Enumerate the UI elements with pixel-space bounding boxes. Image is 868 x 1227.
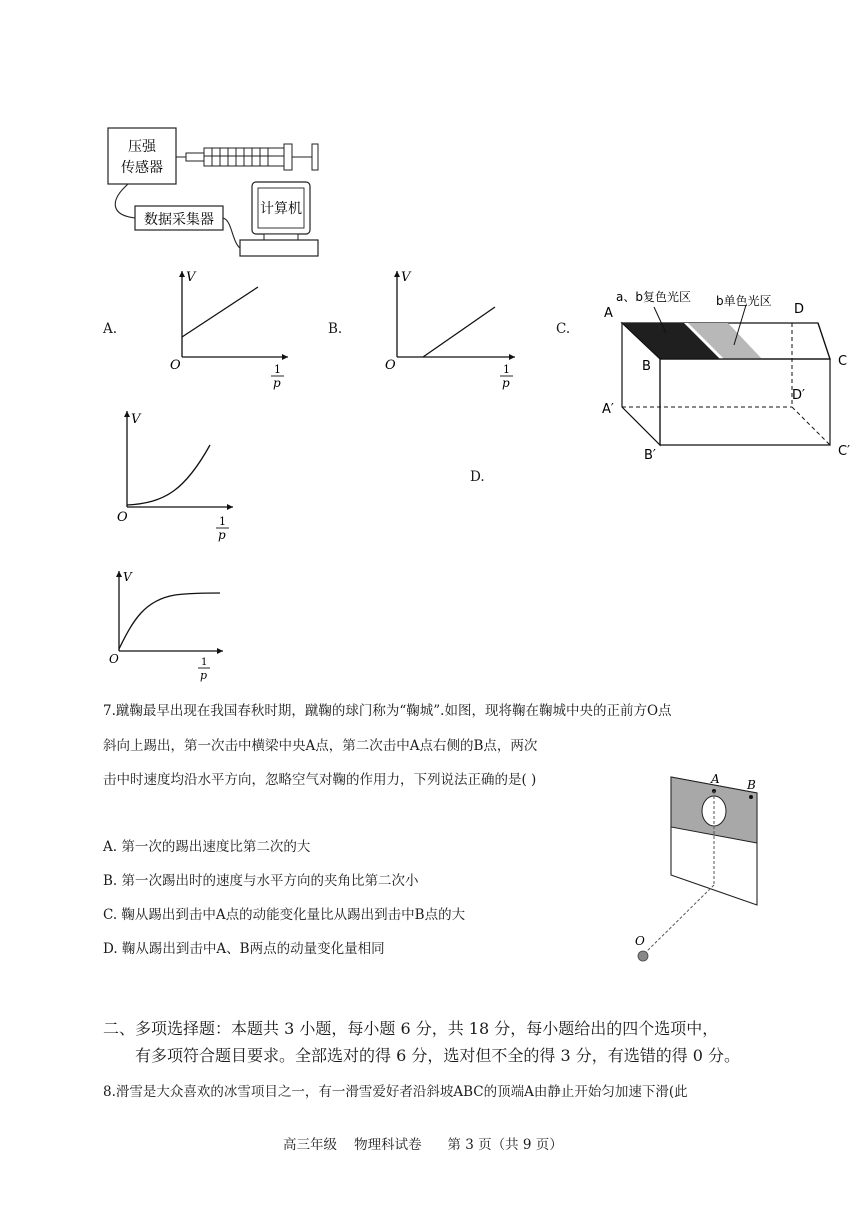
svg-text:p: p bbox=[218, 528, 226, 542]
option-d-label: D. bbox=[470, 469, 485, 485]
svg-text:V: V bbox=[401, 270, 411, 285]
q7-stem-line1: 7.蹴鞠最早出现在我国春秋时期，蹴鞠的球门称为“鞠城”.如图，现将鞠在鞠城中央的正前方O点 bbox=[103, 703, 672, 719]
sensor-label-line1: 压强 bbox=[128, 139, 156, 155]
graph-a bbox=[160, 265, 300, 390]
svg-text:A′: A′ bbox=[602, 402, 614, 417]
page-footer: 高三年级 物理科试卷 第 3 页（共 9 页） bbox=[283, 1137, 563, 1153]
q7-stem-line3: 击中时速度均沿水平方向，忽略空气对鞠的作用力，下列说法正确的是( ) bbox=[103, 772, 537, 788]
ball-icon bbox=[638, 951, 648, 961]
b-region-label: b单色光区 bbox=[716, 294, 772, 308]
svg-text:V: V bbox=[123, 570, 132, 584]
syringe-icon bbox=[176, 144, 318, 170]
svg-text:C′: C′ bbox=[838, 444, 851, 459]
q8-stem-line1: 8.滑雪是大众喜欢的冰雪项目之一，有一滑雪爱好者沿斜坡ABC的顶端A由静止开始匀加速下滑(此 bbox=[103, 1084, 688, 1100]
svg-text:D′: D′ bbox=[792, 388, 805, 403]
q7-stem-line2: 斜向上踢出，第一次击中横梁中央A点，第二次击中A点右侧的B点，两次 bbox=[103, 738, 538, 754]
graph-b bbox=[383, 265, 523, 390]
svg-text:O: O bbox=[170, 358, 181, 373]
q7-option-d: D. 鞠从踢出到击中A、B两点的动量变化量相同 bbox=[103, 941, 385, 957]
svg-text:B: B bbox=[642, 359, 651, 374]
option-b-label: B. bbox=[328, 321, 343, 337]
graph-d bbox=[105, 565, 230, 685]
svg-text:D: D bbox=[794, 302, 805, 317]
svg-text:1: 1 bbox=[503, 363, 510, 376]
option-c-label: C. bbox=[556, 321, 571, 337]
svg-text:p: p bbox=[502, 376, 510, 390]
section2-heading-line2: 有多项符合题目要求。全部选对的得 6 分，选对但不全的得 3 分，有选错的得 0 分。 bbox=[135, 1046, 741, 1065]
svg-text:B: B bbox=[747, 778, 756, 792]
svg-text:A: A bbox=[711, 772, 720, 786]
svg-text:O: O bbox=[385, 358, 396, 373]
svg-text:O: O bbox=[635, 934, 645, 948]
q7-option-c: C. 鞠从踢出到击中A点的动能变化量比从踢出到击中B点的大 bbox=[103, 907, 466, 923]
collector-label: 数据采集器 bbox=[144, 212, 214, 228]
apparatus-diagram bbox=[100, 120, 330, 265]
computer-icon bbox=[240, 182, 318, 256]
q7-option-b: B. 第一次踢出时的速度与水平方向的夹角比第二次小 bbox=[103, 873, 419, 889]
option-a-label: A. bbox=[103, 321, 118, 337]
svg-text:B′: B′ bbox=[644, 448, 656, 463]
ab-region-label: a、b复色光区 bbox=[616, 290, 691, 304]
sensor-label-line2: 传感器 bbox=[121, 160, 163, 176]
svg-text:A: A bbox=[604, 306, 613, 321]
svg-text:O: O bbox=[117, 510, 128, 525]
section2-heading-line1: 二、多项选择题：本题共 3 小题，每小题 6 分，共 18 分，每小题给出的四个选项中， bbox=[103, 1019, 719, 1038]
svg-text:C: C bbox=[838, 354, 848, 369]
goal-figure bbox=[625, 765, 765, 970]
svg-text:V: V bbox=[131, 412, 141, 427]
svg-text:1: 1 bbox=[274, 363, 281, 376]
q7-option-a: A. 第一次的踢出速度比第二次的大 bbox=[103, 839, 311, 855]
graph-c bbox=[115, 405, 245, 545]
prism-figure bbox=[596, 285, 861, 465]
svg-text:1: 1 bbox=[219, 515, 226, 528]
svg-text:p: p bbox=[200, 669, 208, 682]
computer-label: 计算机 bbox=[260, 201, 302, 217]
svg-text:p: p bbox=[273, 376, 281, 390]
svg-text:1: 1 bbox=[201, 657, 208, 668]
svg-text:O: O bbox=[109, 652, 119, 666]
svg-text:V: V bbox=[186, 270, 196, 285]
